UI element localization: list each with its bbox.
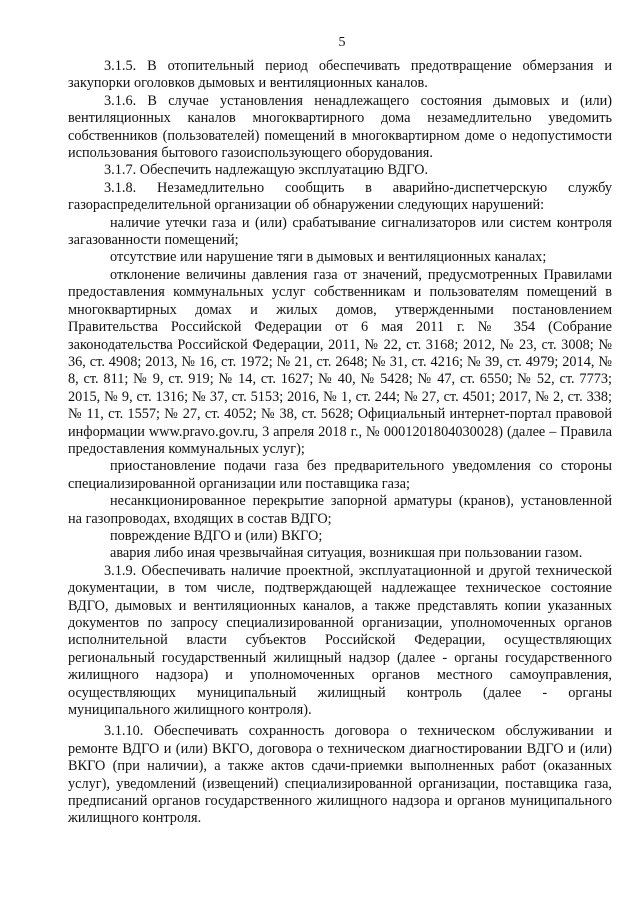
list-item-valve-closure: несанкционированное перекрытие запорной арматуры (кранов), установленной на газопроводах, входящих в состав ВДГО; xyxy=(68,493,612,527)
list-item-damage: повреждение ВДГО и (или) ВКГО; xyxy=(110,527,323,544)
page-number: 5 xyxy=(338,35,346,50)
list-item-gas-leak: наличие утечки газа и (или) срабатывание сигнализаторов или систем контроля загазованности помещений; xyxy=(68,214,612,249)
paragraph-3-1-6: 3.1.6. В случае установления ненадлежащего состояния дымовых и (или) вентиляционных каналов многоквартирного дома незамедлительно уведомить собственников (пользователей) помещений в многоквартирном доме о недопустимости использования бытового газоиспользующего оборудования. xyxy=(68,92,612,162)
paragraph-3-1-10: 3.1.10. Обеспечивать сохранность договора о техническом обслуживании и ремонте ВДГО и (или) ВКГО, договора о техническом диагностировании ВДГО и (или) ВКГО (при наличии), а также актов сдачи-приемки выполненных работ (оказанных услуг), уведомлений (извещений) специализированной организации, поставщика газа, предписаний органов государственного жилищного надзора и органов муниципального жилищного контроля. xyxy=(68,723,612,827)
list-item-emergency: авария либо иная чрезвычайная ситуация, возникшая при пользовании газом. xyxy=(110,545,583,562)
list-item-supply-suspension: приостановление подачи газа без предварительного уведомления со стороны специализированной организации или поставщика газа; xyxy=(68,458,612,492)
paragraph-3-1-5: 3.1.5. В отопительный период обеспечивать предотвращение обмерзания и закупорки оголовков дымовых и вентиляционных каналов. xyxy=(68,58,612,92)
list-item-draft: отсутствие или нарушение тяги в дымовых и вентиляционных каналах; xyxy=(110,249,547,266)
list-item-pressure: отклонение величины давления газа от значений, предусмотренных Правилами предоставления коммунальных услуг собственникам и пользователям помещений в многоквартирных домах и жилых домов, утвержденными постановлением Правительства Российской Федерации от 6 мая 2011 г. № 354 (Собрание законодательства Российской Федерации, 2011, № 22, ст. 3168; 2012, № 23, ст. 3008; № 36, ст. 4908; 2013, № 16, ст. 1972; № 21, ст. 2648; № 31, ст. 4216; № 39, ст. 4979; 2014, № 8, ст. 811; № 9, ст. 919; № 14, ст. 1627; № 40, № 5428; № 47, ст. 6550; № 52, ст. 7773; 2015, № 9, ст. 1316; № 37, ст. 5153; 2016, № 1, ст. 244; № 27, ст. 4501; 2017, № 2, ст. 338; № 11, ст. 1557; № 27, ст. 4052; № 38, ст. 5628; Официальный интернет-портал правовой информации www.pravo.gov.ru, 3 апреля 2018 г., № 0001201804030028) (далее – Правила предоставления коммунальных услуг); xyxy=(68,266,612,457)
paragraph-3-1-9: 3.1.9. Обеспечивать наличие проектной, эксплуатационной и другой технической документации, в том числе, подтверждающей надлежащее техническое состояние ВДГО, дымовых и вентиляционных каналов, а также представлять копии указанных документов по запросу специализированной организации, уполномоченных органов исполнительной власти субъектов Российской Федерации, осуществляющих региональный государственный жилищный надзор (далее - органы государственного жилищного надзора) и уполномоченных органов местного самоуправления, осуществляющих муниципальный жилищный контроль (далее - органы муниципального жилищного контроля). xyxy=(68,562,612,719)
paragraph-3-1-8: 3.1.8. Незамедлительно сообщить в аварийно-диспетчерскую службу газораспределительной организации об обнаружении следующих нарушений: xyxy=(68,179,612,214)
paragraph-3-1-7: 3.1.7. Обеспечить надлежащую эксплуатацию ВДГО. xyxy=(104,162,429,179)
